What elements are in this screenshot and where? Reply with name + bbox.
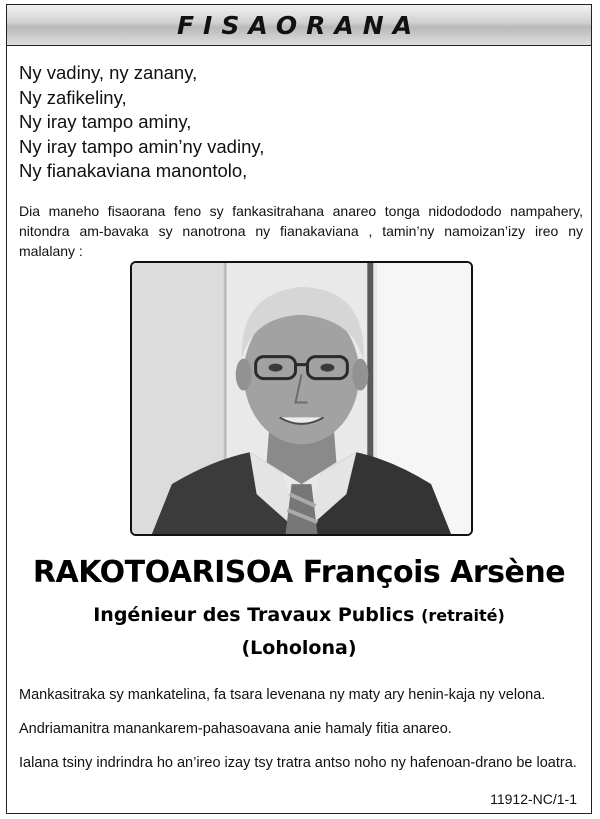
header-title: FISAORANA	[176, 10, 422, 40]
salutation-line: Ny iray tampo amin’ny vadiny,	[19, 135, 265, 157]
salutation-line: Ny iray tampo aminy,	[19, 111, 192, 132]
deceased-name: RAKOTOARISOA François Arsène	[32, 555, 566, 590]
nickname: (Loholona)	[241, 637, 357, 659]
closing-paragraph: Andriamanitra manankarem-pahasoavana anie hamaly fitia anareo.	[19, 721, 452, 737]
profession: Ingénieur des Travaux Publics	[93, 604, 415, 626]
salutation-line: Ny fianakaviana manontolo,	[19, 160, 248, 181]
profession-note: (retraité)	[421, 606, 505, 625]
closing-paragraph: Ialana tsiny indrindra ho an’ireo izay tsy tratra antso noho ny hafenoan-drano be loatra.	[19, 755, 577, 771]
profession-line	[7, 604, 591, 626]
salutations-list	[19, 61, 264, 184]
intro-paragraph: Dia maneho fisaorana feno sy fankasitrahana anareo tonga nidodododo nampahery, nitondra am-bavaka sy nanotrona ny fianakaviana , tamin’ny namoizan’izy ireo ny malalany :	[19, 203, 583, 259]
portrait-photo	[130, 261, 473, 536]
header-banner	[7, 5, 591, 46]
portrait-illustration	[132, 263, 471, 534]
obituary-notice	[6, 4, 592, 814]
reference-code: 11912-NC/1-1	[490, 791, 577, 807]
salutation-line: Ny zafikeliny,	[19, 86, 127, 108]
salutation-line: Ny vadiny, ny zanany,	[19, 62, 198, 83]
closing-paragraph: Mankasitraka sy mankatelina, fa tsara levenana ny maty ary henin-kaja ny velona.	[19, 687, 546, 703]
